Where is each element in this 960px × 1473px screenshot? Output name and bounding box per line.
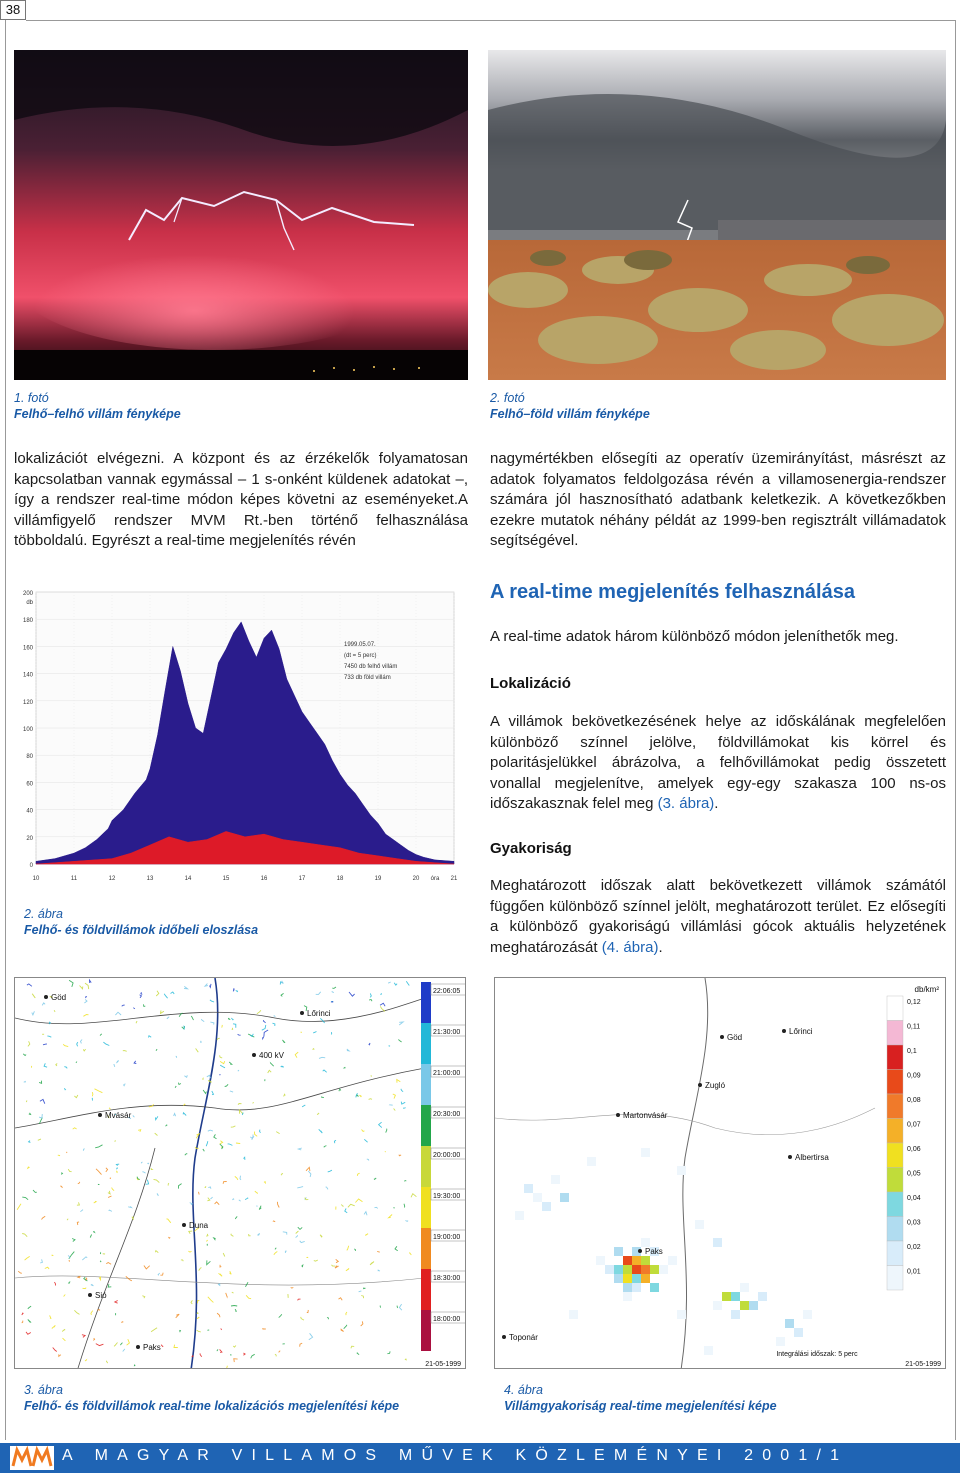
gyakorisag-heading: Gyakoriság — [490, 840, 572, 857]
chart-x-tick-label: 19 — [374, 876, 382, 882]
map3-time-scale-swatch — [421, 1269, 431, 1310]
map3-lightning-mark — [288, 1294, 289, 1298]
map3-time-scale-swatch — [421, 1105, 431, 1146]
map4-scale-swatch — [887, 1266, 903, 1291]
lokalizacio-heading: Lokalizáció — [490, 675, 571, 692]
map4-frequency-cell — [623, 1265, 632, 1274]
map4-scale-label: 0,03 — [907, 1219, 921, 1227]
map3-lightning-mark — [393, 1207, 394, 1208]
map4-frequency-cell — [704, 1346, 713, 1355]
chart-legend-entry: (dt = 5 perc) — [344, 653, 377, 659]
map4-frequency-cell — [623, 1274, 632, 1283]
map4-scale-label: 0,1 — [907, 1048, 917, 1055]
map3-time-scale-label: 18:30:00 — [433, 1275, 461, 1282]
map4-frequency-cell — [713, 1238, 722, 1247]
map4-frequency-cell — [632, 1265, 641, 1274]
chart-x-tick-label: 11 — [70, 876, 78, 882]
map4-frequency-cell — [731, 1310, 740, 1319]
frame-left-line — [5, 20, 6, 1440]
map4-place-label: Zugló — [705, 1081, 726, 1090]
map4-frequency-cell — [695, 1220, 704, 1229]
map3-place-dot — [252, 1053, 256, 1057]
map4-frequency-cell — [623, 1283, 632, 1292]
map3-lightning-mark — [26, 1101, 27, 1103]
map3-time-scale-label: 19:00:00 — [433, 1234, 461, 1241]
map3-lightning-mark — [231, 1306, 237, 1307]
map4-scale-label: 0,12 — [907, 999, 921, 1006]
chart-x-tick-label: 14 — [184, 876, 192, 882]
figure3-number: 3. ábra — [24, 1383, 63, 1397]
map3-svg — [15, 978, 466, 1369]
map4-frequency-cell — [722, 1292, 731, 1301]
figure3-caption — [24, 1382, 464, 1414]
map3-place-label: Paks — [143, 1343, 161, 1352]
map4-frequency-cell — [632, 1256, 641, 1265]
map4-scale-label: 0,06 — [907, 1146, 921, 1153]
map4-scale-swatch — [887, 1168, 903, 1193]
map3-place-dot — [88, 1293, 92, 1297]
map3-lightning-mark — [404, 1204, 405, 1208]
right-paragraph: nagymértékben elősegíti az operatív üzemirányítást, másrészt az adatok folyamatos feldolgozása révén a villamosenergia-rendszer számára jól hasznosítható adatbank keletkezik. A következőkben ezekre mutatok néhány példát az 1999-ben regisztrált villámadatok segítségével. — [490, 450, 946, 549]
map4-scale-swatch — [887, 1070, 903, 1095]
map4-frequency-cell — [587, 1157, 596, 1166]
map4-scale-swatch — [887, 996, 903, 1021]
photo2-caption — [490, 390, 940, 422]
map4-frequency-cell — [677, 1166, 686, 1175]
lightning-localization-map — [14, 977, 466, 1369]
map4-frequency-cell — [785, 1319, 794, 1328]
map3-lightning-mark — [100, 1253, 101, 1254]
map4-frequency-cell — [641, 1238, 650, 1247]
chart-legend-entry: 7450 db felhő villám — [344, 664, 398, 670]
map4-place-dot — [698, 1083, 702, 1087]
map3-lightning-mark — [52, 1255, 53, 1256]
map4-scale-swatch — [887, 1143, 903, 1168]
figure4-reference[interactable]: (4. ábra) — [601, 938, 659, 956]
map4-frequency-cell — [542, 1202, 551, 1211]
figure3-title: Felhő- és földvillámok real-time lokalizációs megjelenítési képe — [24, 1399, 400, 1413]
lokalizacio-end: . — [714, 795, 719, 812]
map4-frequency-cell — [569, 1310, 578, 1319]
chart-y-tick-label: 120 — [22, 699, 33, 706]
map3-time-scale-swatch — [421, 1187, 431, 1228]
map4-scale-swatch — [887, 1021, 903, 1046]
figure4-title: Villámgyakoriság real-time megjelenítési képe — [504, 1399, 777, 1413]
map3-time-scale-label: 20:00:00 — [433, 1152, 461, 1159]
lightning-time-distribution-chart — [14, 580, 468, 890]
map4-place-dot — [782, 1029, 786, 1033]
map3-place-label: 400 kV — [259, 1051, 284, 1060]
map3-time-scale-swatch — [421, 1228, 431, 1269]
lokalizacio-body: A villámok bekövetkezésének helye az időskálának megfelelően különböző színnel jelölve, földvillámokat kis körrel és polaritásjelükkel ábrázolva, a felhővillámokat pedig összetett vonallal megjelenítve, amelyek egy-egy szakasza 100 ns-os időszakasznak felel meg — [490, 713, 946, 812]
chart-y-tick-label: 20 — [26, 835, 33, 842]
map4-scale-swatch — [887, 1094, 903, 1119]
map3-time-scale-label: 22:06:05 — [433, 988, 461, 995]
map3-lightning-mark — [110, 1178, 111, 1179]
chart-y-tick-label: 0 — [29, 863, 33, 869]
photo2-number: 2. fotó — [490, 391, 525, 405]
map4-frequency-cell — [803, 1310, 812, 1319]
map4-frequency-cell — [740, 1301, 749, 1310]
map3-lightning-mark — [232, 1292, 234, 1293]
chart-y-tick-label: 80 — [26, 754, 33, 761]
map3-lightning-mark — [377, 1251, 379, 1252]
map3-date-stamp: 21-05-1999 — [425, 1361, 461, 1368]
map4-place-label: Paks — [645, 1247, 663, 1256]
chart-svg — [14, 580, 468, 890]
map4-scale-label: 0,11 — [907, 1023, 921, 1031]
figure4-caption — [504, 1382, 944, 1414]
map4-frequency-cell — [524, 1184, 533, 1193]
map4-frequency-cell — [641, 1265, 650, 1274]
chart-legend-entry: 1999.05.07. — [344, 642, 376, 648]
map4-frequency-cell — [515, 1211, 524, 1220]
figure3-reference[interactable]: (3. ábra) — [657, 795, 715, 812]
map4-frequency-cell — [650, 1265, 659, 1274]
map3-time-scale-label: 20:30:00 — [433, 1111, 461, 1118]
map3-place-label: Lőrinci — [307, 1009, 331, 1018]
map4-frequency-cell — [749, 1301, 758, 1310]
map4-scale-label: 0,07 — [907, 1121, 921, 1129]
map4-place-label: Albertirsa — [795, 1153, 829, 1162]
map4-frequency-cell — [668, 1256, 677, 1265]
chart-y-tick-label: 100 — [22, 727, 33, 733]
map4-frequency-cell — [632, 1274, 641, 1283]
map4-frequency-cell — [614, 1274, 623, 1283]
map4-frequency-cell — [641, 1274, 650, 1283]
map4-frequency-cell — [731, 1292, 740, 1301]
map4-svg — [495, 978, 946, 1369]
map4-scale-label: 0,09 — [907, 1072, 921, 1080]
frame-right-line — [955, 20, 956, 1440]
chart-x-tick-label: 17 — [298, 876, 306, 882]
map4-scale-label: 0,04 — [907, 1195, 921, 1202]
section-intro: A real-time adatok három különböző módon jeleníthetők meg. — [490, 628, 899, 645]
map4-frequency-cell — [650, 1283, 659, 1292]
figure4-number: 4. ábra — [504, 1383, 543, 1397]
photo1-caption — [14, 390, 464, 422]
map3-time-scale-label: 21:30:00 — [433, 1029, 461, 1036]
map4-frequency-cell — [596, 1256, 605, 1265]
map4-frequency-cell — [659, 1265, 668, 1274]
map4-scale-label: 0,05 — [907, 1170, 921, 1178]
chart-y-tick-label: 140 — [22, 672, 33, 679]
map3-lightning-mark — [24, 1081, 25, 1082]
chart-y-tick-label: 200 — [22, 591, 33, 597]
photo1-number: 1. fotó — [14, 391, 49, 405]
chart-y-axis-label: db — [26, 600, 33, 606]
map4-scale-label: 0,02 — [907, 1244, 921, 1251]
chart-y-tick-label: 160 — [22, 645, 33, 652]
chart-x-tick-label: 21 — [450, 876, 458, 882]
map4-place-label: Göd — [727, 1033, 743, 1042]
map4-frequency-cell — [641, 1148, 650, 1157]
map4-scale-unit: db/km² — [914, 985, 939, 994]
map3-time-scale-swatch — [421, 1310, 431, 1351]
figure2-number: 2. ábra — [24, 907, 63, 921]
chart-x-tick-label: 12 — [108, 876, 116, 882]
lightning-frequency-map — [494, 977, 946, 1369]
map4-frequency-cell — [794, 1328, 803, 1337]
map3-place-dot — [98, 1113, 102, 1117]
map4-frequency-cell — [551, 1175, 560, 1184]
chart-y-tick-label: 180 — [22, 618, 33, 625]
map4-scale-label: 0,08 — [907, 1097, 921, 1104]
chart-x-tick-label: 20 — [412, 876, 420, 882]
map3-place-label: Göd — [51, 993, 67, 1002]
figure2-title: Felhő- és földvillámok időbeli eloszlása — [24, 923, 259, 937]
map3-place-dot — [44, 995, 48, 999]
lokalizacio-text — [490, 712, 946, 815]
map3-lightning-mark — [230, 1355, 231, 1356]
map4-scale-swatch — [887, 1045, 903, 1070]
left-paragraph: lokalizációt elvégezni. A központ és az érzékelők folyamatosan kapcsolatban vannak egymással – 1 s-onként küldenek adatokat –, így a rendszer real-time módon képes követni az eseményeket.A villámfigyelő rendszer MVM Rt.-ben történő felhasználása többoldalú. Egyrészt a real-time megjelenítés révén — [14, 450, 468, 549]
map4-frequency-cell — [623, 1292, 632, 1301]
map4-frequency-cell — [560, 1193, 569, 1202]
map4-scale-label: 0,01 — [907, 1268, 921, 1276]
chart-x-tick-label: 10 — [32, 876, 40, 882]
map4-frequency-cell — [614, 1265, 623, 1274]
map4-place-dot — [502, 1335, 506, 1339]
mvm-logo-icon — [10, 1446, 54, 1470]
map4-frequency-cell — [623, 1256, 632, 1265]
map4-frequency-cell — [776, 1337, 785, 1346]
chart-x-tick-label: 15 — [222, 876, 230, 882]
map3-time-scale-label: 21:00:00 — [433, 1070, 461, 1077]
map4-frequency-cell — [632, 1283, 641, 1292]
map3-lightning-mark — [76, 1062, 77, 1063]
map3-lightning-mark — [203, 1078, 204, 1080]
footer-journal-title: A MAGYAR VILLAMOS MŰVEK KÖZLEMÉNYEI 2001/1 — [62, 1447, 849, 1464]
map4-frequency-cell — [605, 1265, 614, 1274]
map4-frequency-cell — [758, 1292, 767, 1301]
map3-lightning-mark — [307, 1257, 309, 1258]
map4-frequency-cell — [614, 1247, 623, 1256]
gyakorisag-text — [490, 876, 946, 958]
map3-time-scale-swatch — [421, 1146, 431, 1187]
map4-place-dot — [616, 1113, 620, 1117]
map3-time-scale-swatch — [421, 982, 431, 1023]
photo-cloud-to-cloud-lightning — [14, 50, 468, 380]
map4-scale-swatch — [887, 1119, 903, 1144]
map3-lightning-mark — [256, 1206, 257, 1207]
map3-place-label: Sió — [95, 1291, 107, 1300]
map3-time-scale-label: 18:00:00 — [433, 1316, 461, 1323]
map4-date-stamp: 21-05-1999 — [905, 1361, 941, 1368]
map3-lightning-mark — [236, 1143, 240, 1144]
map4-place-label: Lőrinci — [789, 1027, 813, 1036]
map4-interval-label: Integrálási időszak: 5 perc — [776, 1351, 858, 1358]
map3-time-scale-label: 19:30:00 — [433, 1193, 461, 1200]
photo2-title: Felhő–föld villám fényképe — [490, 407, 650, 421]
map4-place-label: Toponár — [509, 1333, 538, 1342]
chart-x-tick-label: 18 — [336, 876, 344, 882]
map4-place-dot — [638, 1249, 642, 1253]
gyakorisag-body: Meghatározott időszak alatt bekövetkezett villámok számától függően különböző színnel jelölt, meghatározott terület. Ez elősegíti a különböző gyakoriságú villámlási gócok aktuális helyzetének meghatározását — [490, 877, 946, 956]
map4-scale-swatch — [887, 1192, 903, 1217]
map4-place-dot — [788, 1155, 792, 1159]
map3-place-label: Duna — [189, 1221, 209, 1230]
page-number: 38 — [0, 0, 26, 20]
photo-cloud-to-ground-lightning — [488, 50, 946, 380]
map4-frequency-cell — [713, 1301, 722, 1310]
map3-lightning-mark — [208, 1330, 209, 1331]
photo1-title: Felhő–felhő villám fényképe — [14, 407, 181, 421]
chart-legend-entry: 733 db föld villám — [344, 675, 391, 681]
map4-scale-swatch — [887, 1241, 903, 1266]
chart-x-tick-label: 13 — [146, 876, 154, 882]
map3-lightning-mark — [66, 1152, 67, 1153]
section-heading: A real-time megjelenítés felhasználása — [490, 581, 855, 603]
frame-top-line — [26, 20, 956, 21]
map3-place-dot — [182, 1223, 186, 1227]
map3-place-label: Mvásár — [105, 1111, 132, 1120]
map3-lightning-mark — [207, 1244, 208, 1246]
map3-place-dot — [136, 1345, 140, 1349]
footer-bar — [0, 1443, 960, 1473]
figure2-caption — [24, 906, 464, 938]
map3-background — [15, 978, 466, 1369]
map3-lightning-mark — [344, 1067, 345, 1068]
chart-y-tick-label: 40 — [26, 808, 33, 815]
map3-time-scale-swatch — [421, 1064, 431, 1105]
map3-time-scale-swatch — [421, 1023, 431, 1064]
map4-frequency-cell — [740, 1283, 749, 1292]
map4-frequency-cell — [641, 1256, 650, 1265]
chart-x-tick-label: 16 — [260, 876, 268, 882]
map4-frequency-cell — [677, 1310, 686, 1319]
map3-place-dot — [300, 1011, 304, 1015]
map3-lightning-mark — [93, 1231, 94, 1232]
gyakorisag-end: . — [658, 938, 663, 956]
chart-x-tick-label: óra — [430, 876, 440, 882]
map4-scale-swatch — [887, 1217, 903, 1242]
map3-lightning-mark — [69, 1260, 70, 1262]
map4-place-label: Martonvásár — [623, 1111, 668, 1120]
map4-place-dot — [720, 1035, 724, 1039]
map3-lightning-mark — [390, 1105, 393, 1106]
chart-y-tick-label: 60 — [26, 781, 33, 788]
map4-frequency-cell — [533, 1193, 542, 1202]
